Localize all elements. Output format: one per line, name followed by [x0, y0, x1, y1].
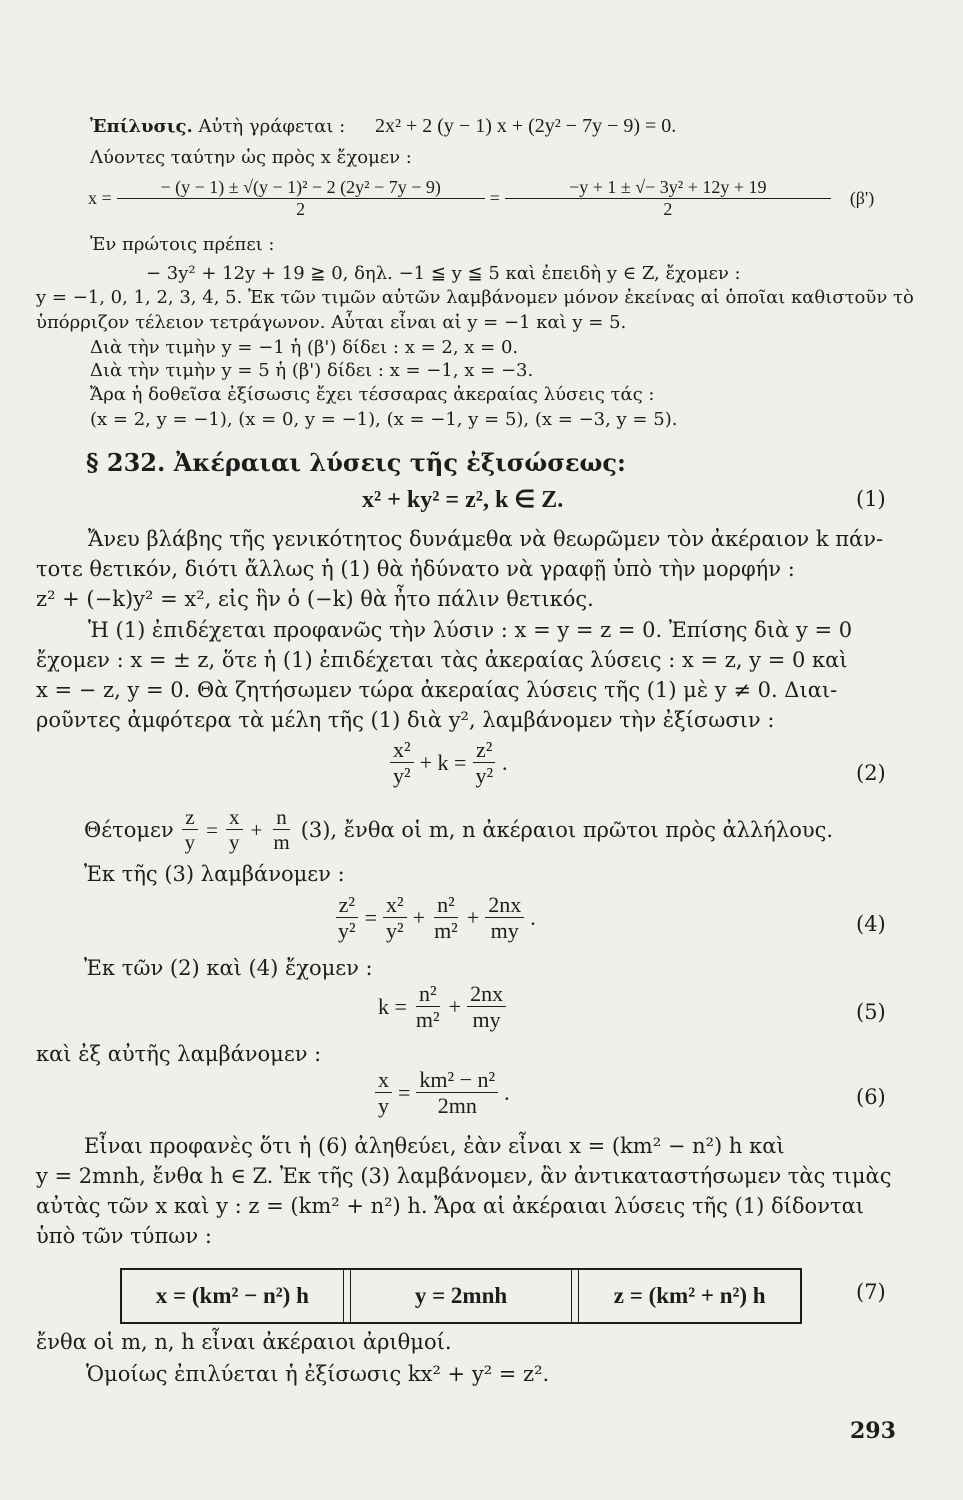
eq4-frac-x: $\frac{\text{x²}}{\text{y²}}$	[383, 893, 407, 943]
equation-tag-1: (1)	[856, 487, 886, 511]
equation-6: $\frac{x}{y}$ = $\frac{\text{km² − n²}}{2mn}$ .	[375, 1068, 510, 1118]
given-equation: 2x² + 2 (y − 1) x + (2y² − 7y − 9) = 0.	[374, 115, 677, 137]
section-equation: x² + ky² = z², k ∈ Z.	[362, 487, 564, 513]
equation-3: Θέτομεν $\frac{z}{y}$ = $\frac{x}{y}$ + $\frac{n}{m}$ (3), ἔνθα οἱ m, n ἀκέραιοι πρῶτοι πρὸς ἀλλήλους.	[84, 805, 834, 855]
solution-formulas-box	[120, 1268, 802, 1324]
body-line-5: ἔχομεν : x = ± z, ὅτε ἡ (1) ἐπιδέχεται τὰς ἀκεραίας λύσεις : x = z, y = 0 καὶ	[36, 648, 848, 672]
equation-4: $\frac{\text{z²}}{\text{y²}}$ = $\frac{\text{x²}}{\text{y²}}$ + $\frac{\text{n²}}{\text{m²}}$ + $\frac{2nx}{my}$ .	[335, 893, 536, 943]
conclusion-line: Ἄρα ἡ δοθεῖσα ἐξίσωσις ἔχει τέσσαρας ἀκεραίας λύσεις τάς :	[90, 384, 655, 405]
inequality-line: − 3y² + 12y + 19 ≧ 0, δηλ. −1 ≦ y ≦ 5 καὶ ἐπειδὴ y ∈ Z, ἔχομεν :	[146, 263, 741, 284]
equation-tag-7: (7)	[856, 1280, 886, 1304]
equation-tag-4: (4)	[856, 912, 886, 936]
closing-line-1: Εἶναι προφανὲς ὅτι ἡ (6) ἀληθεύει, ἐὰν εἶναι x = (km² − n²) h καὶ	[84, 1134, 785, 1158]
eq3-frac-n: $\frac{n}{m}$	[273, 805, 290, 855]
solving-line: Λύοντες ταύτην ὡς πρὸς x ἔχομεν :	[90, 147, 412, 168]
fraction-general-num: − (y − 1) ± √(y − 1)² − 2 (2y² − 7y − 9)	[117, 178, 485, 199]
eq4-frac-2nx: $\frac{2nx}{my}$	[485, 893, 524, 943]
eq5-frac-n: $\frac{\text{n²}}{\text{m²}}$	[415, 981, 440, 1033]
solution-intro	[90, 115, 676, 138]
box-divider	[571, 1270, 579, 1322]
solutions-list: (x = 2, y = −1), (x = 0, y = −1), (x = −1, y = 5), (x = −3, y = 5).	[90, 409, 678, 430]
from-3-line: Ἐκ τῆς (3) λαμβάνομεν :	[84, 862, 345, 886]
quadratic-solution	[88, 178, 874, 219]
closing-line-2: y = 2mnh, ἔνθα h ∈ Z. Ἐκ τῆς (3) λαμβάνομεν, ἂν ἀντικαταστήσωμεν τὰς τιμὰς	[36, 1164, 892, 1188]
closing-line-4: ὑπὸ τῶν τύπων :	[36, 1224, 212, 1248]
eq2-frac-x: $\frac{\text{x²}}{\text{y²}}$	[390, 738, 414, 788]
formula-x: x = (km² − n²) h	[155, 1283, 309, 1308]
x-equals: x =	[88, 188, 112, 209]
body-line-7: ροῦντες ἀμφότερα τὰ μέλη τῆς (1) διὰ y², λαμβάνομεν τὴν ἐξίσωσιν :	[36, 708, 775, 732]
equals-sign: =	[489, 188, 500, 209]
formula-z: z = (km² + n²) h	[613, 1283, 766, 1308]
from-2-4-line: Ἐκ τῶν (2) καὶ (4) ἔχομεν :	[84, 956, 373, 980]
fraction-simplified	[508, 178, 828, 219]
body-line-2: τοτε θετικόν, διότι ἄλλως ἡ (1) θὰ ἠδύνατο νὰ γραφῇ ὑπὸ τὴν μορφήν :	[36, 557, 795, 581]
fraction-simplified-den: 2	[663, 198, 673, 219]
eq4-frac-z: $\frac{\text{z²}}{\text{y²}}$	[335, 893, 359, 943]
end-line-2: Ὁμοίως ἐπιλύεται ἡ ἐξίσωσις kx² + y² = z².	[86, 1362, 550, 1386]
closing-line-3: αὐτὰς τῶν x καὶ y : z = (km² + n²) h. Ἄρα αἱ ἀκέραιαι λύσεις τῆς (1) δίδονται	[36, 1194, 865, 1218]
eq6-frac-x: $\frac{x}{y}$	[375, 1068, 392, 1118]
eq3-frac-x: $\frac{x}{y}$	[226, 806, 243, 854]
solution-text: Αὐτὴ γράφεται :	[198, 116, 346, 137]
equation-tag-5: (5)	[856, 1000, 886, 1024]
first-condition: Ἐν πρώτοις πρέπει :	[90, 234, 275, 255]
body-line-1: Ἄνευ βλάβης τῆς γενικότητος δυνάμεθα νὰ θεωρῶμεν τὸν ἀκέραιον k πάν-	[88, 527, 884, 551]
values-line-2: ὑπόρριζον τέλειον τετράγωνον. Αὗται εἶναι αἱ y = −1 καὶ y = 5.	[36, 312, 627, 333]
page-number: 293	[850, 1418, 896, 1444]
eq2-frac-z: $\frac{\text{z²}}{\text{y²}}$	[472, 738, 496, 788]
fraction-simplified-num: −y + 1 ± √− 3y² + 12y + 19	[505, 178, 831, 199]
section-title: § 232. Ἀκέραιαι λύσεις τῆς ἐξισώσεως:	[86, 448, 626, 477]
equation-tag-b: (β')	[849, 188, 875, 209]
formula-y: y = 2mnh	[414, 1283, 508, 1308]
equation-tag-2: (2)	[856, 761, 886, 785]
equation-2: $\frac{\text{x²}}{\text{y²}}$ + k = $\frac{\text{z²}}{\text{y²}}$ .	[390, 738, 508, 788]
fraction-general	[120, 178, 482, 219]
values-line: y = −1, 0, 1, 2, 3, 4, 5. Ἐκ τῶν τιμῶν αὐτῶν λαμβάνομεν μόνον ἐκείνας αἱ ὁποῖαι καθιστοῦν τὸ	[36, 287, 914, 308]
fraction-general-den: 2	[296, 198, 306, 219]
body-line-3: z² + (−k)y² = x², εἰς ἣν ὁ (−k) θὰ ἦτο πάλιν θετικός.	[36, 587, 594, 611]
eq4-frac-n: $\frac{\text{n²}}{\text{m²}}$	[434, 892, 458, 944]
eq3-frac-z: $\frac{z}{y}$	[182, 806, 199, 854]
body-line-4: Ἡ (1) ἐπιδέχεται προφανῶς τὴν λύσιν : x = y = z = 0. Ἐπίσης διὰ y = 0	[88, 618, 853, 642]
body-line-6: x = − z, y = 0. Θὰ ζητήσωμεν τώρα ἀκεραίας λύσεις τῆς (1) μὲ y ≠ 0. Διαι-	[36, 678, 838, 702]
case-y-minus-1: Διὰ τὴν τιμὴν y = −1 ἡ (β') δίδει : x = 2, x = 0.	[90, 337, 519, 358]
equation-tag-6: (6)	[856, 1085, 886, 1109]
solution-label: Ἐπίλυσις.	[90, 116, 193, 137]
end-line-1: ἔνθα οἱ m, n, h εἶναι ἀκέραιοι ἀριθμοί.	[36, 1330, 452, 1354]
box-divider	[343, 1270, 351, 1322]
case-y-5: Διὰ τὴν τιμὴν y = 5 ἡ (β') δίδει : x = −1, x = −3.	[90, 360, 534, 381]
eq6-frac-k: $\frac{\text{km² − n²}}{2mn}$	[416, 1068, 498, 1118]
from-5-line: καὶ ἐξ αὐτῆς λαμβάνομεν :	[36, 1042, 322, 1066]
eq5-frac-2nx: $\frac{2nx}{my}$	[467, 982, 506, 1032]
equation-5: k = $\frac{\text{n²}}{\text{m²}}$ + $\frac{2nx}{my}$	[378, 982, 506, 1032]
